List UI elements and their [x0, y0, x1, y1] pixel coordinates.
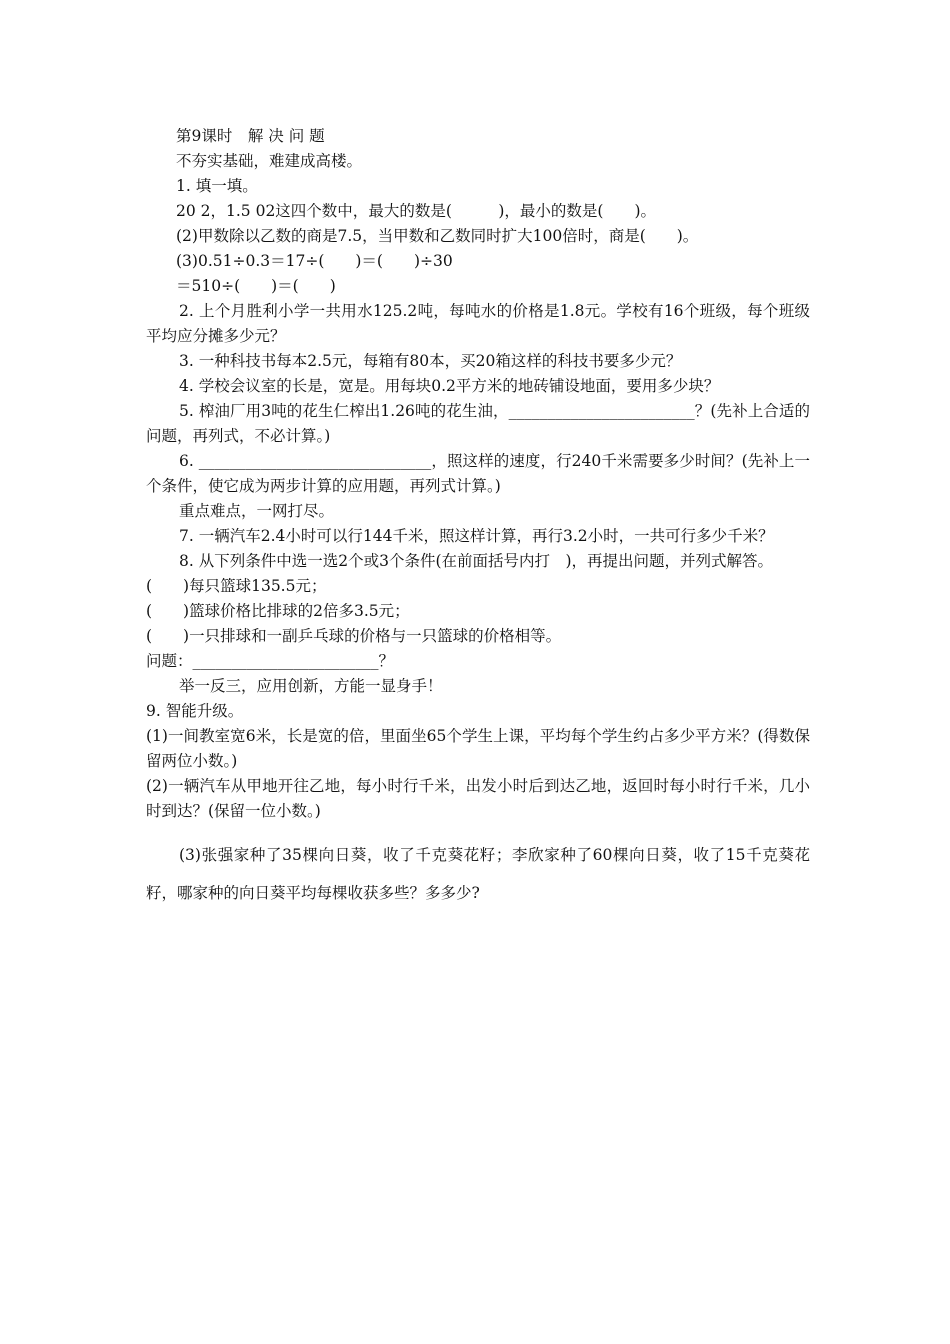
question-8: 8. 从下列条件中选一选2个或3个条件(在前面括号内打 )，再提出问题，并列式解答。	[179, 552, 774, 570]
question-8-option-2: ( )篮球价格比排球的2倍多3.5元；	[146, 602, 410, 620]
question-8-prompt: 问题：________________________？	[146, 652, 395, 670]
question-6: 6. ______________________________，照这样的速度，行240千米需要多少时间？(先补上一个条件，使它成为两步计算的应用题，再列式计算。)	[146, 452, 810, 495]
question-9-title: 9. 智能升级。	[146, 702, 244, 720]
question-9-part-3: (3)张强家种了35棵向日葵，收了千克葵花籽；李欣家种了60棵向日葵，收了15千克葵花籽，哪家种的向日葵平均每棵收获多些？多多少?	[146, 846, 810, 902]
worksheet-content	[146, 124, 810, 912]
question-2: 2. 上个月胜利小学一共用水125.2吨，每吨水的价格是1.8元。学校有16个班级，每个班级平均应分摊多少元？	[146, 302, 810, 345]
question-8-option-1: ( )每只篮球135.5元；	[146, 577, 327, 595]
question-1-part-3b: ＝510÷( )＝( )	[176, 277, 336, 295]
question-7: 7. 一辆汽车2.4小时可以行144千米，照这样计算，再行3.2小时，一共可行多少千米？	[179, 527, 774, 545]
question-4: 4. 学校会议室的长是，宽是。用每块0.2平方米的地砖铺设地面，要用多少块？	[179, 377, 720, 395]
question-3: 3. 一种科技书每本2.5元，每箱有80本，买20箱这样的科技书要多少元？	[179, 352, 682, 370]
question-8-option-3: ( )一只排球和一副乒乓球的价格与一只篮球的价格相等。	[146, 627, 562, 645]
question-9-part-1: (1)一间教室宽6米，长是宽的倍，里面坐65个学生上课，平均每个学生约占多少平方米？(得数保留两位小数。)	[146, 727, 810, 770]
lesson-title: 第9课时 解 决 问 题	[176, 127, 325, 145]
question-5: 5. 榨油厂用3吨的花生仁榨出1.26吨的花生油，________________________？(先补上合适的问题，再列式，不必计算。)	[146, 402, 810, 445]
question-1-part-1: 20 2，1.5 02这四个数中，最大的数是( )，最小的数是( )。	[176, 202, 657, 220]
question-1-part-3a: (3)0.51÷0.3＝17÷( )＝( )÷30	[176, 252, 453, 270]
question-9-part-2: (2)一辆汽车从甲地开往乙地，每小时行千米，出发小时后到达乙地，返回时每小时行千米，几小时到达？(保留一位小数。)	[146, 777, 810, 820]
section-advanced-heading: 举一反三，应用创新，方能一显身手！	[179, 677, 443, 695]
section-key-heading: 重点难点，一网打尽。	[179, 502, 335, 520]
question-1-part-2: (2)甲数除以乙数的商是7.5，当甲数和乙数同时扩大100倍时，商是( )。	[176, 227, 699, 245]
section-basic-heading: 不夯实基础，难建成高楼。	[176, 152, 363, 170]
question-1-title: 1. 填一填。	[176, 177, 258, 195]
